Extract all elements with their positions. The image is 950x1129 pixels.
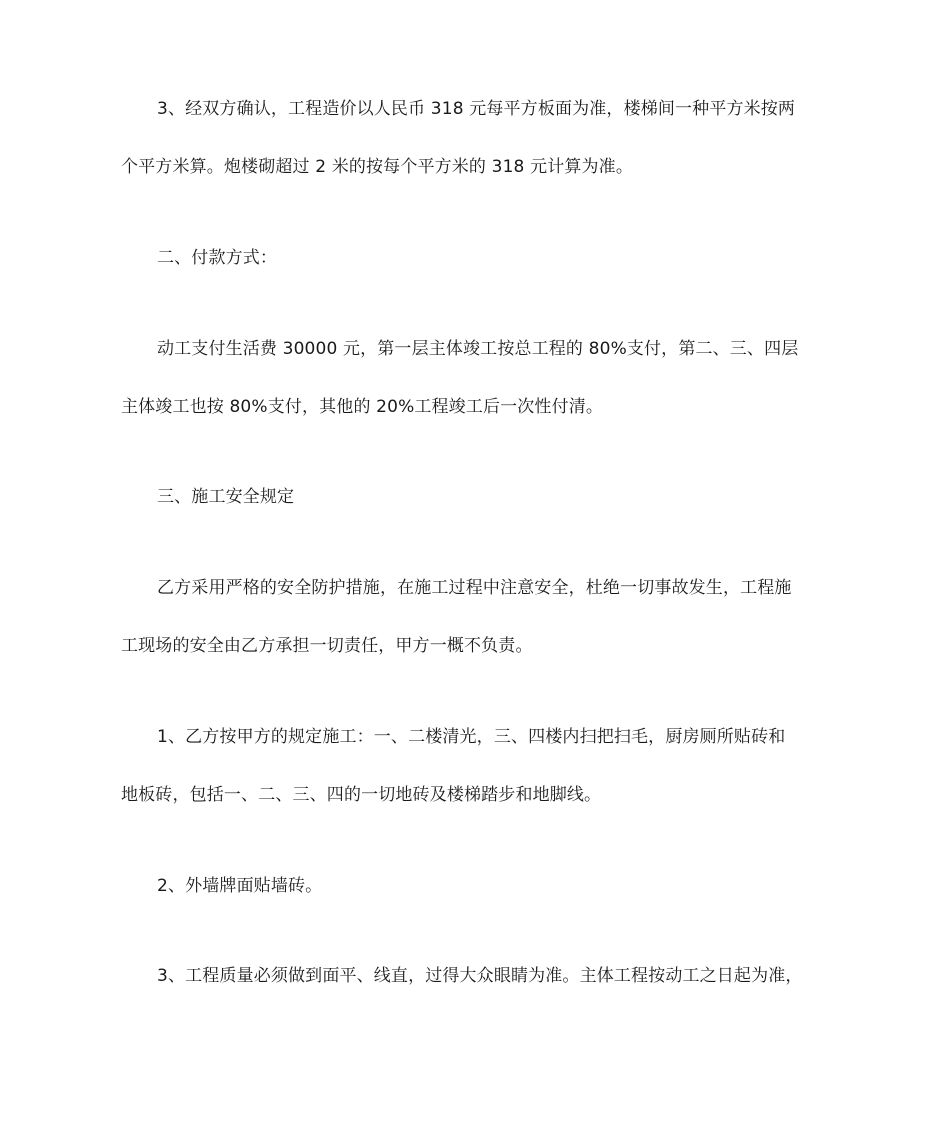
section-heading-safety: 三、施工安全规定: [157, 487, 295, 507]
paragraph-item-1-line-2: 地板砖，包括一、二、三、四的一切地砖及楼梯踏步和地脚线。: [121, 785, 602, 805]
paragraph-cost-line-1: 3、经双方确认，工程造价以人民币 318 元每平方板面为准，楼梯间一种平方米按两: [157, 99, 796, 119]
paragraph-safety-line-1: 乙方采用严格的安全防护措施，在施工过程中注意安全，杜绝一切事故发生，工程施: [157, 578, 792, 598]
paragraph-item-3-line-1: 3、工程质量必须做到面平、线直，过得大众眼睛为准。主体工程按动工之日起为准，: [157, 966, 803, 986]
paragraph-payment-line-2: 主体竣工也按 80%支付，其他的 20%工程竣工后一次性付清。: [121, 397, 604, 417]
paragraph-payment-line-1: 动工支付生活费 30000 元，第一层主体竣工按总工程的 80%支付，第二、三、四层: [157, 339, 799, 359]
paragraph-item-2: 2、外墙牌面贴墙砖。: [157, 876, 323, 896]
paragraph-item-1-line-1: 1、乙方按甲方的规定施工：一、二楼清光，三、四楼内扫把扫毛，厨房厕所贴砖和: [157, 727, 786, 747]
section-heading-payment: 二、付款方式：: [157, 248, 278, 268]
paragraph-cost-line-2: 个平方米算。炮楼砌超过 2 米的按每个平方米的 318 元计算为准。: [121, 157, 633, 177]
paragraph-safety-line-2: 工现场的安全由乙方承担一切责任，甲方一概不负责。: [121, 636, 533, 656]
